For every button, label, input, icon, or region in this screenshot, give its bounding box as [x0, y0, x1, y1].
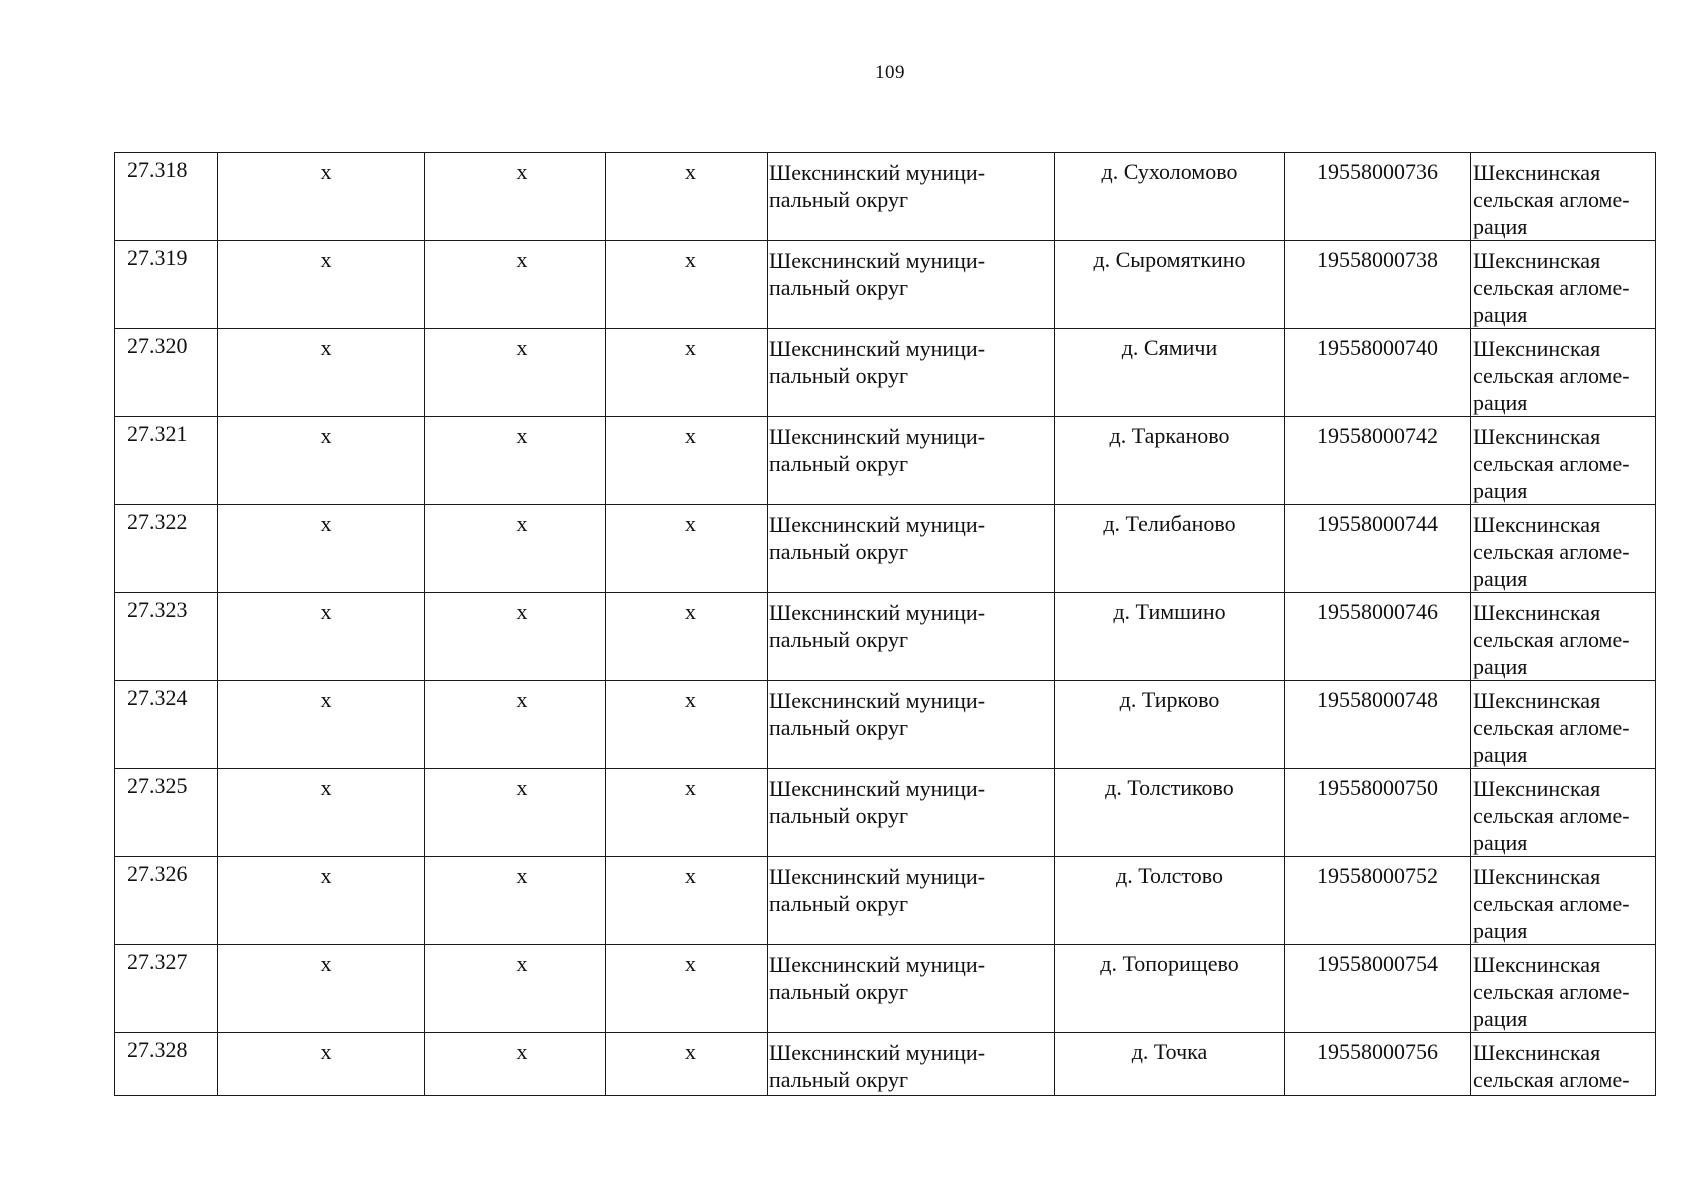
x-cell [425, 505, 606, 593]
oktmo-cell [1285, 857, 1471, 945]
municipality-line: Шекснинский муници- [769, 336, 986, 361]
settlement-cell [1055, 153, 1285, 241]
agglomeration-line: рация [1473, 302, 1528, 327]
settlement-name: д. Толстово [1116, 863, 1223, 888]
agglomeration-line: сельская агломе- [1473, 275, 1630, 300]
x-mark: x [685, 247, 696, 272]
x-cell [218, 417, 425, 505]
settlement-name: д. Сыромяткино [1093, 247, 1246, 272]
oktmo-code: 19558000756 [1317, 1039, 1438, 1064]
x-cell [606, 329, 768, 417]
row-number: 27.327 [127, 949, 188, 974]
x-mark: x [685, 951, 696, 976]
municipality-line: Шекснинский муници- [769, 688, 986, 713]
agglomeration-line: рация [1473, 1006, 1528, 1031]
x-cell [425, 681, 606, 769]
municipality-cell [768, 241, 1055, 329]
x-cell [218, 593, 425, 681]
x-mark: x [685, 1039, 696, 1064]
x-cell [425, 945, 606, 1033]
row-number: 27.323 [127, 597, 188, 622]
x-mark: x [516, 863, 528, 888]
oktmo-code: 19558000738 [1317, 247, 1438, 272]
x-mark: x [320, 335, 332, 360]
x-cell [218, 945, 425, 1033]
x-cell [218, 769, 425, 857]
municipality-line: Шекснинский муници- [769, 512, 986, 537]
table-body [115, 153, 1656, 1096]
municipality-line: Шекснинский муници- [769, 248, 986, 273]
x-mark: x [685, 775, 696, 800]
x-cell [606, 417, 768, 505]
agglomeration-line: сельская агломе- [1473, 539, 1630, 564]
agglomeration-cell [1471, 769, 1656, 857]
x-cell [218, 1033, 425, 1096]
x-cell [425, 153, 606, 241]
agglomeration-line: Шекснинская [1473, 248, 1601, 273]
oktmo-code: 19558000744 [1317, 511, 1438, 536]
settlement-cell [1055, 769, 1285, 857]
municipality-cell [768, 945, 1055, 1033]
settlement-name: д. Точка [1131, 1039, 1208, 1064]
x-mark: x [685, 335, 696, 360]
agglomeration-line: рация [1473, 478, 1528, 503]
x-cell [606, 945, 768, 1033]
row-number-cell [115, 769, 218, 857]
x-cell [218, 681, 425, 769]
x-mark: x [320, 247, 332, 272]
agglomeration-line: рация [1473, 214, 1528, 239]
settlement-name: д. Тарканово [1109, 423, 1230, 448]
x-mark: x [516, 775, 528, 800]
settlement-cell [1055, 945, 1285, 1033]
municipality-cell [768, 153, 1055, 241]
row-number-cell [115, 417, 218, 505]
agglomeration-line: Шекснинская [1473, 1040, 1601, 1065]
oktmo-cell [1285, 945, 1471, 1033]
agglomeration-line: Шекснинская [1473, 864, 1601, 889]
agglomeration-line: рация [1473, 566, 1528, 591]
oktmo-cell [1285, 329, 1471, 417]
municipality-line: Шекснинский муници- [769, 952, 986, 977]
row-number: 27.320 [127, 333, 188, 358]
agglomeration-line: сельская агломе- [1473, 363, 1630, 388]
row-number: 27.328 [127, 1037, 188, 1062]
x-mark: x [685, 423, 696, 448]
settlement-cell [1055, 329, 1285, 417]
agglomeration-line: сельская агломе- [1473, 891, 1630, 916]
table-row [115, 153, 1656, 241]
row-number-cell [115, 593, 218, 681]
agglomeration-cell [1471, 153, 1656, 241]
settlement-name: д. Сямичи [1121, 335, 1218, 360]
oktmo-cell [1285, 1033, 1471, 1096]
agglomeration-cell [1471, 681, 1656, 769]
row-number: 27.322 [127, 509, 188, 534]
x-cell [606, 769, 768, 857]
agglomeration-line: рация [1473, 830, 1528, 855]
row-number-cell [115, 945, 218, 1033]
x-cell [425, 241, 606, 329]
municipality-cell [768, 769, 1055, 857]
oktmo-code: 19558000754 [1317, 951, 1438, 976]
oktmo-cell [1285, 153, 1471, 241]
agglomeration-line: Шекснинская [1473, 776, 1601, 801]
x-mark: x [320, 599, 332, 624]
agglomeration-line: рация [1473, 390, 1528, 415]
agglomeration-line: Шекснинская [1473, 512, 1601, 537]
x-cell [425, 417, 606, 505]
x-mark: x [320, 159, 332, 184]
page-number: 109 [875, 62, 905, 83]
table-row [115, 241, 1656, 329]
agglomeration-cell [1471, 945, 1656, 1033]
agglomeration-line: рация [1473, 742, 1528, 767]
agglomeration-line: сельская агломе- [1473, 715, 1630, 740]
x-mark: x [685, 511, 696, 536]
settlement-cell [1055, 593, 1285, 681]
municipality-line: Шекснинский муници- [769, 1040, 986, 1065]
row-number-cell [115, 1033, 218, 1096]
municipality-line: пальный округ [769, 187, 908, 212]
municipality-line: пальный округ [769, 539, 908, 564]
x-cell [218, 857, 425, 945]
municipality-line: Шекснинский муници- [769, 424, 986, 449]
settlement-cell [1055, 505, 1285, 593]
municipality-line: Шекснинский муници- [769, 160, 986, 185]
settlement-name: д. Сухоломово [1101, 159, 1238, 184]
x-cell [606, 241, 768, 329]
oktmo-code: 19558000742 [1317, 423, 1438, 448]
agglomeration-line: Шекснинская [1473, 952, 1601, 977]
row-number: 27.319 [127, 245, 188, 270]
agglomeration-line: сельская агломе- [1473, 627, 1630, 652]
agglomeration-cell [1471, 241, 1656, 329]
table-row [115, 329, 1656, 417]
oktmo-code: 19558000750 [1317, 775, 1438, 800]
settlement-name: д. Толстиково [1105, 775, 1234, 800]
x-cell [606, 1033, 768, 1096]
x-mark: x [516, 599, 528, 624]
agglomeration-cell [1471, 1033, 1656, 1096]
settlement-name: д. Топорищево [1100, 951, 1239, 976]
oktmo-cell [1285, 417, 1471, 505]
table-row [115, 857, 1656, 945]
x-cell [218, 153, 425, 241]
oktmo-cell [1285, 241, 1471, 329]
agglomeration-cell [1471, 329, 1656, 417]
municipality-cell [768, 593, 1055, 681]
x-mark: x [516, 159, 528, 184]
oktmo-code: 19558000740 [1317, 335, 1438, 360]
x-cell [425, 593, 606, 681]
settlement-cell [1055, 681, 1285, 769]
x-mark: x [320, 863, 332, 888]
agglomeration-line: сельская агломе- [1473, 451, 1630, 476]
agglomeration-line: сельская агломе- [1473, 187, 1630, 212]
oktmo-code: 19558000752 [1317, 863, 1438, 888]
oktmo-code: 19558000746 [1317, 599, 1438, 624]
agglomeration-line: сельская агломе- [1473, 1067, 1630, 1092]
settlement-cell [1055, 857, 1285, 945]
municipality-line: пальный округ [769, 627, 908, 652]
municipality-line: пальный округ [769, 363, 908, 388]
agglomeration-line: рация [1473, 654, 1528, 679]
table-row [115, 945, 1656, 1033]
x-cell [218, 241, 425, 329]
municipality-cell [768, 857, 1055, 945]
agglomeration-line: сельская агломе- [1473, 979, 1630, 1004]
settlement-cell [1055, 417, 1285, 505]
oktmo-cell [1285, 769, 1471, 857]
municipality-line: пальный округ [769, 803, 908, 828]
x-cell [606, 153, 768, 241]
agglomeration-line: Шекснинская [1473, 160, 1601, 185]
municipality-cell [768, 505, 1055, 593]
municipality-cell [768, 329, 1055, 417]
row-number-cell [115, 505, 218, 593]
x-mark: x [516, 511, 528, 536]
table-row [115, 593, 1656, 681]
table-row [115, 417, 1656, 505]
x-cell [606, 681, 768, 769]
x-mark: x [516, 1039, 528, 1064]
municipality-line: пальный округ [769, 275, 908, 300]
agglomeration-cell [1471, 593, 1656, 681]
municipality-line: Шекснинский муници- [769, 600, 986, 625]
oktmo-code: 19558000736 [1317, 159, 1438, 184]
row-number-cell [115, 329, 218, 417]
x-mark: x [320, 951, 332, 976]
row-number-cell [115, 241, 218, 329]
row-number-cell [115, 153, 218, 241]
settlements-table [114, 152, 1656, 1096]
x-mark: x [320, 423, 332, 448]
agglomeration-line: рация [1473, 918, 1528, 943]
agglomeration-cell [1471, 505, 1656, 593]
x-mark: x [320, 687, 332, 712]
municipality-cell [768, 417, 1055, 505]
table-row [115, 1033, 1656, 1096]
table-row [115, 769, 1656, 857]
municipality-line: пальный округ [769, 451, 908, 476]
oktmo-cell [1285, 593, 1471, 681]
x-cell [425, 769, 606, 857]
agglomeration-cell [1471, 417, 1656, 505]
oktmo-code: 19558000748 [1317, 687, 1438, 712]
municipality-line: Шекснинский муници- [769, 864, 986, 889]
row-number: 27.325 [127, 773, 188, 798]
x-cell [606, 857, 768, 945]
agglomeration-line: Шекснинская [1473, 336, 1601, 361]
municipality-line: пальный округ [769, 715, 908, 740]
x-mark: x [320, 1039, 332, 1064]
x-mark: x [685, 159, 696, 184]
agglomeration-line: сельская агломе- [1473, 803, 1630, 828]
x-mark: x [516, 951, 528, 976]
oktmo-cell [1285, 681, 1471, 769]
x-mark: x [320, 775, 332, 800]
row-number: 27.318 [127, 157, 188, 182]
municipality-cell [768, 1033, 1055, 1096]
x-mark: x [320, 511, 332, 536]
municipality-line: пальный округ [769, 1067, 908, 1092]
row-number: 27.326 [127, 861, 188, 886]
table-row [115, 681, 1656, 769]
x-cell [425, 1033, 606, 1096]
table-row [115, 505, 1656, 593]
x-cell [425, 329, 606, 417]
municipality-line: Шекснинский муници- [769, 776, 986, 801]
x-cell [606, 505, 768, 593]
agglomeration-line: Шекснинская [1473, 688, 1601, 713]
agglomeration-cell [1471, 857, 1656, 945]
x-mark: x [516, 335, 528, 360]
agglomeration-line: Шекснинская [1473, 600, 1601, 625]
agglomeration-line: Шекснинская [1473, 424, 1601, 449]
municipality-cell [768, 681, 1055, 769]
settlement-cell [1055, 241, 1285, 329]
x-cell [218, 505, 425, 593]
settlement-name: д. Телибаново [1103, 511, 1236, 536]
row-number: 27.321 [127, 421, 188, 446]
x-mark: x [685, 599, 696, 624]
municipality-line: пальный округ [769, 979, 908, 1004]
x-mark: x [516, 423, 528, 448]
x-mark: x [516, 687, 528, 712]
row-number: 27.324 [127, 685, 188, 710]
x-cell [606, 593, 768, 681]
x-mark: x [516, 247, 528, 272]
settlement-cell [1055, 1033, 1285, 1096]
municipality-line: пальный округ [769, 891, 908, 916]
settlement-name: д. Тирково [1119, 687, 1220, 712]
x-cell [218, 329, 425, 417]
oktmo-cell [1285, 505, 1471, 593]
x-mark: x [685, 687, 696, 712]
settlement-name: д. Тимшино [1113, 599, 1226, 624]
x-mark: x [685, 863, 696, 888]
row-number-cell [115, 857, 218, 945]
row-number-cell [115, 681, 218, 769]
x-cell [425, 857, 606, 945]
